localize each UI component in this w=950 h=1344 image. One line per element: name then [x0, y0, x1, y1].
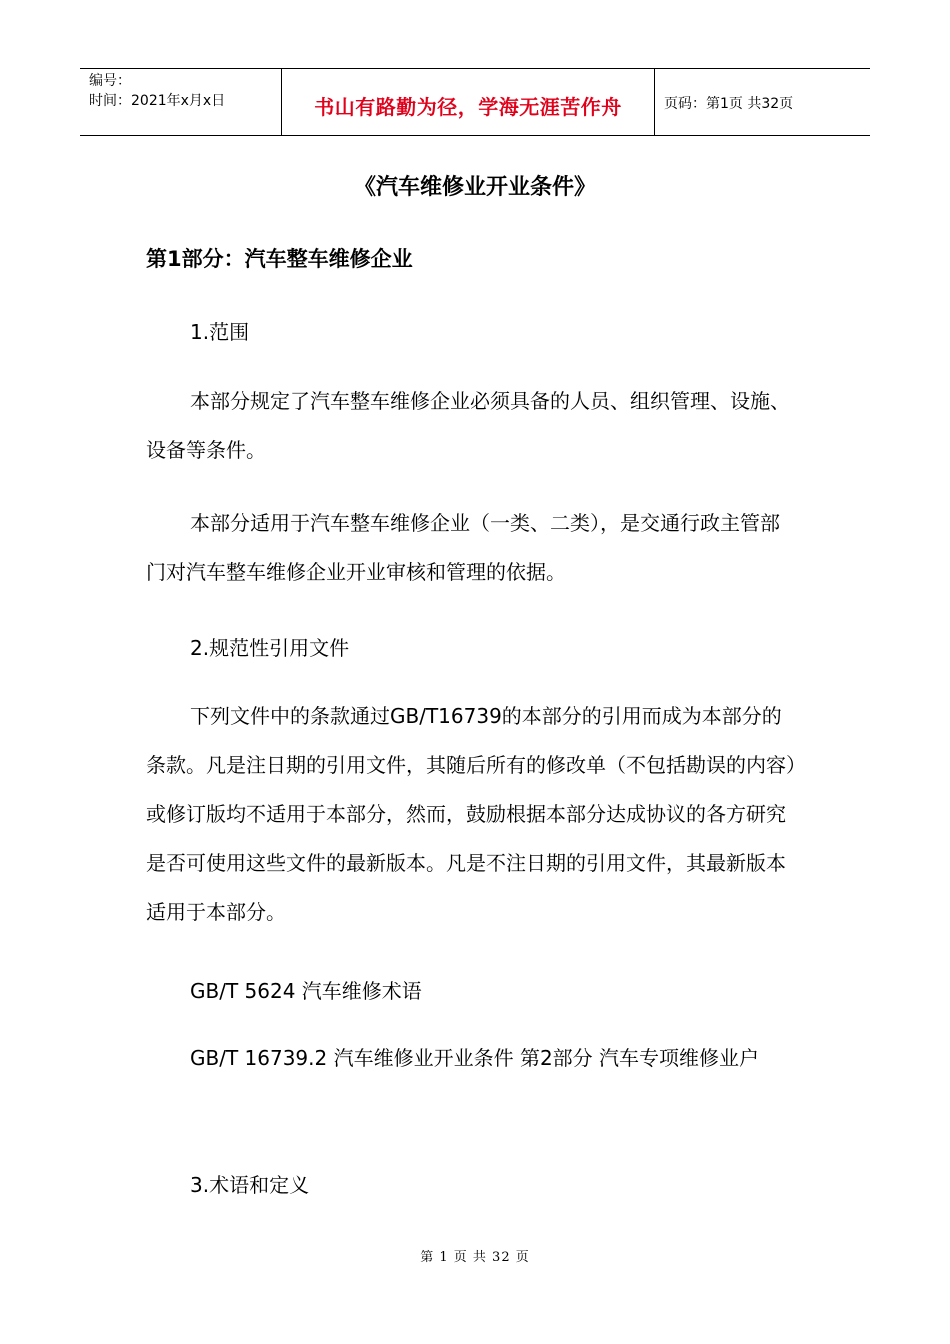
page-footer: 第 1 页 共 32 页: [420, 1250, 530, 1265]
header-page-info: 页码：第1页 共32页: [664, 96, 794, 112]
number-label: 编号：: [89, 73, 131, 89]
header-page-cell: [655, 69, 870, 135]
reference-1: GB/T 5624 汽车维修术语: [190, 979, 422, 1003]
header-motto-cell: [282, 69, 655, 135]
header-left-cell: [80, 69, 282, 135]
section3-heading: 3.术语和定义: [190, 1173, 310, 1197]
reference-2: GB/T 16739.2 汽车维修业开业条件 第2部分 汽车专项维修业户: [190, 1046, 760, 1070]
section1-paragraph-1: 本部分规定了汽车整车维修企业必须具备的人员、组织管理、设施、设备等条件。: [146, 389, 790, 462]
motto-text: 书山有路勤为径，学海无涯苦作舟: [314, 95, 622, 119]
part-title: 第1部分：汽车整车维修企业: [146, 247, 413, 271]
section1-heading: 1.范围: [190, 320, 250, 344]
document-title: 《汽车维修业开业条件》: [353, 175, 596, 200]
page-header: [80, 68, 870, 136]
time-label: 时间：2021年x月x日: [89, 93, 226, 109]
section2-heading: 2.规范性引用文件: [190, 636, 350, 660]
section2-paragraph: 下列文件中的条款通过GB/T16739的本部分的引用而成为本部分的条款。凡是注日期的引用文件，其随后所有的修改单（不包括勘误的内容）或修订版均不适用于本部分，然而，鼓励根据本部分达成协议的各方研究是否可使用这些文件的最新版本。凡是不注日期的引用文件，其最新版本适用于本部分。: [146, 704, 796, 924]
section1-paragraph-2: 本部分适用于汽车整车维修企业（一类、二类），是交通行政主管部门对汽车整车维修企业开业审核和管理的依据。: [146, 511, 780, 584]
